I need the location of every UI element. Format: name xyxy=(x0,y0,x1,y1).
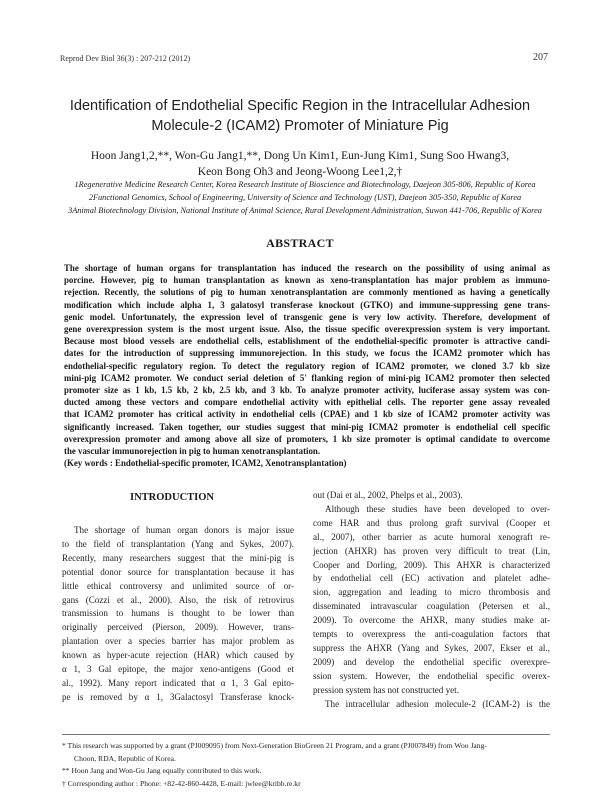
body-line: pression system has not constructed yet. xyxy=(313,684,459,695)
abstract-line: The shortage of human organs for transplantation has induced the research on the possibility of using animal as xyxy=(64,263,550,273)
affiliation-1: 1Regenerative Medicine Research Center, Korea Research Institute of Bioscience and Biotechnology, Daejeon 305-806, Republic of Korea xyxy=(74,180,536,189)
abstract-line: endothelial-specific regulatory region. To detect the regulatory region of ICAM2 promoter, we cloned 3.7 kb size xyxy=(64,360,550,371)
authors-line-2: Keon Bong Oh3 and Jeong-Woong Lee1,2,† xyxy=(197,166,403,178)
abstract-line: Because most blood vessels are endothelial cells, establishment of the endothelial-specific promoter is attractive candi- xyxy=(64,336,550,347)
body-line: disseminated intravascular coagulation (Petersen et al., xyxy=(313,601,550,612)
body-line: to the field of transplantation (Yang and Sykes, 2007). xyxy=(62,538,294,549)
abstract-heading: ABSTRACT xyxy=(266,236,334,250)
author-list xyxy=(40,148,560,180)
paper-title xyxy=(40,96,560,136)
affiliation-2: 2Functional Genomics, School of Engineering, University of Science and Technology (UST), Daejeon 305-350, Republic of Korea xyxy=(88,192,522,202)
body-line: known as hyper-acute rejection (HAR) which caused by xyxy=(62,650,294,661)
page-number: 207 xyxy=(533,52,548,63)
body-line: Although these studies have been developed to over- xyxy=(325,503,550,514)
abstract-line: modification which include alpha 1, 3 galatosyl transferase knockout (GTKO) and immune-suppressing gene trans- xyxy=(64,299,550,310)
abstract-line: dates for the introduction of suppressing immunorejection. In this study, we focus the ICAM2 promoter which has xyxy=(64,348,550,359)
footnote-divider xyxy=(62,734,550,735)
body-line: little ethical controversy and unlimited source of or- xyxy=(62,580,294,591)
body-line: jection (AHXR) has proven very difficult to treat (Lin, xyxy=(313,545,550,556)
abstract-line: rejection. Recently, the solutions of pig to human xenotransplantation are commonly mentioned as having a genetically xyxy=(64,287,550,298)
footnote-funding-cont: Choon, RDA, Republic of Korea. xyxy=(74,753,176,763)
body-line: α 1, 3 Gal epitope, the major xeno-antigens (Good et xyxy=(62,664,294,675)
body-line: plantation over a species barrier has major problem as xyxy=(62,636,294,647)
body-line: gans (Cozzi et al., 2000). Also, the risk of retrovirus xyxy=(62,594,294,605)
keywords: (Key words : Endothelial-specific promoter, ICAM2, Xenotransplantation) xyxy=(64,458,347,469)
body-line: originally perceived (Pierson, 2009). However, trans- xyxy=(62,622,294,633)
body-line: come HAR and thus prolong graft survival (Cooper et xyxy=(313,517,550,528)
body-line: Cooper and Dorling, 2009). This AHXR is characterized xyxy=(313,559,550,570)
affiliations xyxy=(40,179,570,217)
running-head: Reprod Dev Biol 36(3) : 207-212 (2012) xyxy=(60,54,191,63)
abstract-line: gene overexpression system is the most urgent issue. Also, the tissue specific overexpression system is very important. xyxy=(64,324,550,335)
body-line: al., 2007), other barrier as acute humoral xenograft re- xyxy=(313,531,550,542)
abstract-line: genic model. Unfortunately, the expression level of transgenic gene is very low activity. Therefore, development of xyxy=(64,311,550,322)
body-line: 2009). To overcome the AHXR, many studies make at- xyxy=(313,615,550,626)
footnote-corresponding-author: † Corresponding author : Phone: +82-42-860-4428, E-mail: jwlee@kribb.re.kr xyxy=(62,778,301,788)
body-line: tempts to overexpress the anti-coagulation factors that xyxy=(313,629,550,640)
body-line: potential donor source for transplantation because it has xyxy=(62,566,294,577)
body-line: transmission to humans is thought to be lower than xyxy=(62,608,294,619)
abstract-line: significantly increased. Taken together, our studies suggest that mini-pig ICMA2 promoter is endothelial cell specific xyxy=(64,421,550,432)
abstract-line: the vascular immunorejection in pig to human xenotransplantation. xyxy=(64,446,321,457)
body-line: ssion system. However, the endothelial specific overex- xyxy=(313,670,550,681)
abstract-line: porcine. However, pig to human transplantation as known as xeno-transplantation has major problem as immuno- xyxy=(64,275,550,286)
body-line: pe is removed by α 1, 3Galactosyl Transferase knock- xyxy=(62,691,294,702)
title-line-1: Identification of Endothelial Specific Region in the Intracellular Adhesion xyxy=(69,98,531,114)
footnote-equal-contribution: ** Hoon Jang and Won-Gu Jang equally contributed to this work. xyxy=(62,766,262,775)
body-line: by endothelial cell (EC) activation and platelet adhe- xyxy=(313,573,550,584)
abstract-line: ducted among these vectors and compare endothelial activity with epithelial cells. The reporter gene assay revealed xyxy=(64,397,550,408)
body-line: out (Dai et al., 2002, Phelps et al., 2003). xyxy=(313,490,463,500)
footnotes xyxy=(62,740,550,790)
title-line-2: Molecule-2 (ICAM2) Promoter of Miniature Pig xyxy=(151,118,449,134)
intro-left-column xyxy=(62,524,294,705)
body-line: suppress the AHXR (Yang and Sykes, 2007, Ekser et al., xyxy=(313,642,550,653)
authors-line-1: Hoon Jang1,2,**, Won-Gu Jang1,**, Dong Un Kim1, Eun-Jung Kim1, Sung Soo Hwang3, xyxy=(90,150,510,162)
body-line: The shortage of human organ donors is major issue xyxy=(74,525,294,535)
introduction-heading: INTRODUCTION xyxy=(129,492,214,503)
body-line: sion, aggregation and leading to micro thrombosis and xyxy=(313,587,550,598)
intro-right-column xyxy=(313,489,550,712)
footnote-funding: * This research was supported by a grant (PJ009095) from Next-Generation BioGreen 21 Program, and a grant (PJ007849) from Woo Jang- xyxy=(62,741,487,750)
body-line: 2009) and develop the endothelial specific overexpre- xyxy=(313,656,550,667)
body-line: al., 1992). Many report indicated that α 1, 3 Gal epito- xyxy=(62,677,294,688)
body-line: The intracellular adhesion molecule-2 (ICAM-2) is the xyxy=(325,698,550,709)
abstract-body xyxy=(64,262,550,469)
abstract-line: promoter size as 1 kb, 1.5 kb, 2 kb, 2.5 kb, and 3 kb. To analyze promoter activity, luciferase assay system was con- xyxy=(64,385,550,396)
abstract-line: that ICAM2 promoter has critical activity in endothelial cells (CPAE) and 1 kb size of ICAM2 promoter activity was xyxy=(64,409,550,420)
abstract-line: mini-pig ICAM2 promoter. We conduct serial deletion of 5' flanking region of mini-pig ICAM2 promoter then selected xyxy=(64,372,550,383)
affiliation-3: 3Animal Biotechnology Division, National Institute of Animal Science, Rural Development Administration, Suwon 441-706, Republic of Korea xyxy=(68,205,542,215)
body-line: Recently, many researchers suggest that the mini-pig is xyxy=(62,552,294,563)
abstract-line: overexpression promoter and among above all size of promoters, 1 kb size promoter is optimal candidate to overcome xyxy=(64,433,550,444)
